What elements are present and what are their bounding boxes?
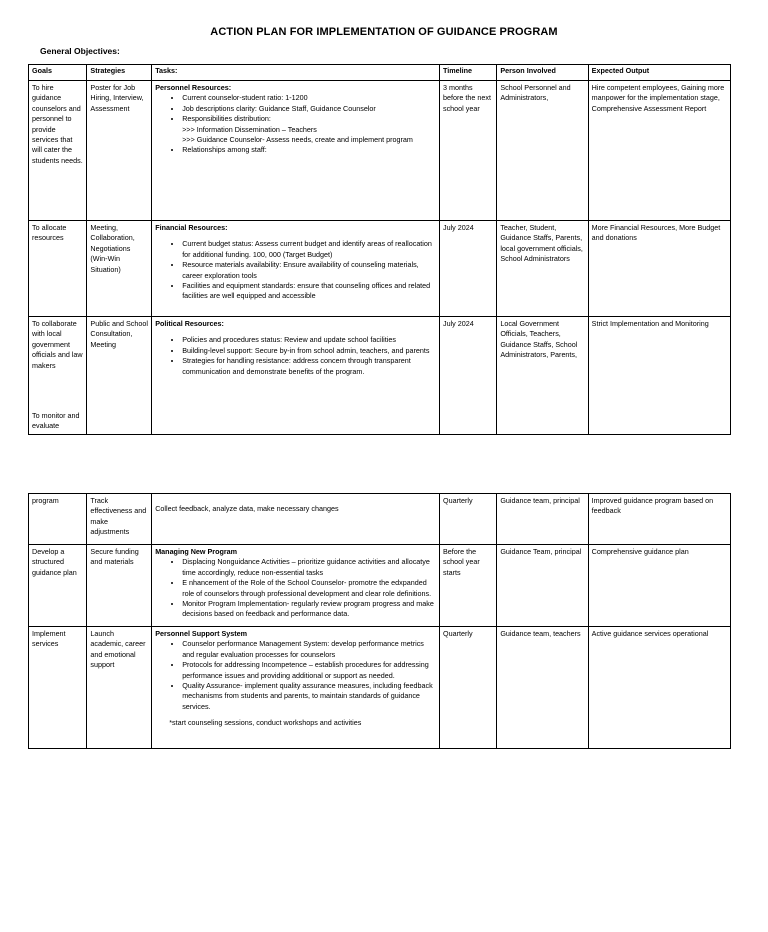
strategy-cell: Public and School Consultation, Meeting <box>87 317 152 435</box>
task-note: *start counseling sessions, conduct workshops and activities <box>169 718 362 728</box>
goal-text: To collaborate with local government officials and law makers <box>32 319 83 370</box>
header-strategies: Strategies <box>87 65 152 81</box>
output-cell: Active guidance services operational <box>588 627 730 749</box>
task-subitem: >>> Guidance Counselor- Assess needs, create and implement program <box>182 135 413 145</box>
task-item: • Quality Assurance- implement quality assurance measures, including feedback mechanisms from students and parents, to maintain standards of guidance services. <box>182 681 436 712</box>
task-item: • E nhancement of the Role of the School Counselor- promotre the edxpanded role of counselors through professional development and clear role definitions. <box>182 578 436 599</box>
task-list <box>155 145 436 155</box>
timeline-cell: Quarterly <box>439 494 496 545</box>
task-item: • Monitor Program Implementation- regularly review program progress and make decisions based on feedback and performance data. <box>182 599 436 620</box>
task-text: Collect feedback, analyze data, make necessary changes <box>155 504 339 513</box>
goal-cell: To hire guidance counselors and personnel to provide services that will cater the students needs. <box>29 81 87 221</box>
tasks-cell <box>152 317 440 435</box>
strategy-cell: Launch academic, career and emotional support <box>87 627 152 749</box>
person-cell: School Personnel and Administrators, <box>497 81 588 221</box>
document-title: ACTION PLAN FOR IMPLEMENTATION OF GUIDANCE PROGRAM <box>210 26 558 38</box>
header-person-involved: Person Involved <box>497 65 588 81</box>
task-heading: Personnel Resources: <box>155 83 232 92</box>
table-row <box>29 545 731 627</box>
header-timeline: Timeline <box>439 65 496 81</box>
tasks-cell <box>152 221 440 317</box>
output-cell: Improved guidance program based on feedback <box>588 494 730 545</box>
goal-cell: Develop a structured guidance plan <box>29 545 87 627</box>
person-cell: Guidance team, teachers <box>497 627 588 749</box>
task-item: • Current budget status: Assess current budget and identify areas of reallocation for additional funding. 100, 000 (Target Budget) <box>182 239 436 260</box>
task-item: • Current counselor-student ratio: 1-1200 <box>182 93 436 103</box>
table-row <box>29 627 731 749</box>
task-list <box>155 93 436 124</box>
strategy-cell: Meeting, Collaboration, Negotiations (Win-Win Situation) <box>87 221 152 317</box>
task-heading: Political Resources: <box>155 319 224 328</box>
goal-cell: Implement services <box>29 627 87 749</box>
table-row <box>29 317 731 435</box>
goal-cell: To allocate resources <box>29 221 87 317</box>
header-goals: Goals <box>29 65 87 81</box>
tasks-cell <box>152 81 440 221</box>
task-item: • Policies and procedures status: Review and update school facilities <box>182 335 436 345</box>
timeline-cell: Before the school year starts <box>439 545 496 627</box>
task-list <box>155 557 436 619</box>
output-cell: Hire competent employees, Gaining more manpower for the implementation stage, Comprehensive Assessment Report <box>588 81 730 221</box>
task-item: • Strategies for handling resistance: address concern through transparent communication and demonstrate benefits of the program. <box>182 356 436 377</box>
table-row <box>29 81 731 221</box>
person-cell: Local Government Officials, Teachers, Guidance Staffs, School Administrators, Parents, <box>497 317 588 435</box>
output-cell: More Financial Resources, More Budget and donations <box>588 221 730 317</box>
strategy-cell: Track effectiveness and make adjustments <box>87 494 152 545</box>
timeline-cell: Quarterly <box>439 627 496 749</box>
task-heading: Managing New Program <box>155 547 238 556</box>
person-cell: Guidance Team, principal <box>497 545 588 627</box>
strategy-cell: Poster for Job Hiring, Interview, Assessment <box>87 81 152 221</box>
tasks-cell <box>152 494 440 545</box>
goal-cell <box>29 317 87 435</box>
person-cell: Guidance team, principal <box>497 494 588 545</box>
timeline-cell: July 2024 <box>439 221 496 317</box>
timeline-cell: 3 months before the next school year <box>439 81 496 221</box>
header-expected-output: Expected Output <box>588 65 730 81</box>
general-objectives-label: General Objectives: <box>40 46 120 56</box>
task-item: • Responsibilities distribution: <box>182 114 436 124</box>
task-item: • Resource materials availability: Ensure availability of counseling materials, career exploration tools <box>182 260 436 281</box>
task-item: • Building-level support: Secure by-in from school admin, teachers, and parents <box>182 346 436 356</box>
action-plan-table-page-1 <box>28 64 731 435</box>
action-plan-table-page-2 <box>28 493 731 749</box>
goal-cell: program <box>29 494 87 545</box>
task-list <box>155 335 436 377</box>
table-row <box>29 494 731 545</box>
output-cell: Comprehensive guidance plan <box>588 545 730 627</box>
task-heading: Financial Resources: <box>155 223 228 232</box>
strategy-cell: Secure funding and materials <box>87 545 152 627</box>
task-item: • Relationships among staff: <box>182 145 436 155</box>
table-header-row <box>29 65 731 81</box>
task-item: • Job descriptions clarity: Guidance Staff, Guidance Counselor <box>182 104 436 114</box>
person-cell: Teacher, Student, Guidance Staffs, Parents, local government officials, School Administrators <box>497 221 588 317</box>
output-cell: Strict Implementation and Monitoring <box>588 317 730 435</box>
task-list <box>155 239 436 301</box>
task-item: • Facilities and equipment standards: ensure that counseling offices and related facilities are well equipped and accessible <box>182 281 436 302</box>
goal-text-continued: To monitor and evaluate <box>32 411 80 431</box>
task-item: • Displacing Nonguidance Activities – prioritize guidance activities and allocatye time accordingly, reduce non-essential tasks <box>182 557 436 578</box>
task-item: • Counselor performance Management System: develop performance metrics and regular evaluation processes for counselors <box>182 639 436 660</box>
timeline-cell: July 2024 <box>439 317 496 435</box>
table-row <box>29 221 731 317</box>
task-item: • Protocols for addressing Incompetence – establish procedures for addressing performance issues and providing additional or support as needed. <box>182 660 436 681</box>
tasks-cell <box>152 627 440 749</box>
header-tasks: Tasks: <box>152 65 440 81</box>
task-heading: Personnel Support System <box>155 629 248 638</box>
task-subitem: >>> Information Dissemination – Teachers <box>182 124 317 134</box>
task-list <box>155 639 436 712</box>
tasks-cell <box>152 545 440 627</box>
